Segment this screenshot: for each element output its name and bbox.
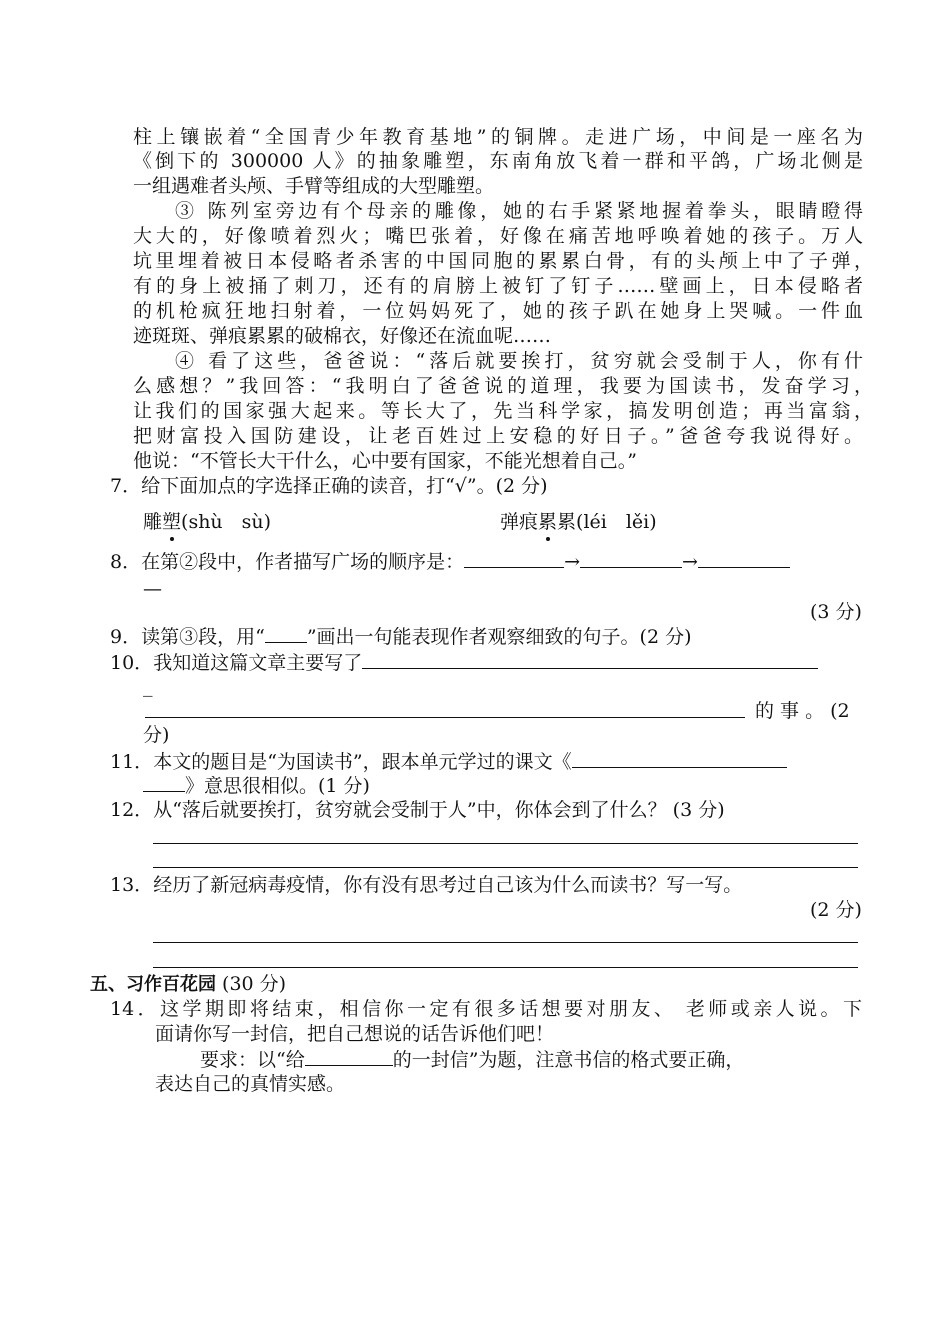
question-9-number: 9． (110, 626, 142, 648)
q7-item1-options[interactable]: (shù sù) (181, 511, 272, 533)
passage-p4-line-2: 么感想？”我回答：“我明白了爸爸说的道理，我要为国读书，发奋学习， (133, 375, 873, 397)
question-7-item-1[interactable] (143, 510, 271, 534)
q14-req-after: 的一封信”为题，注意书信的格式要正确， (392, 1049, 745, 1071)
question-11 (110, 749, 787, 774)
question-11-number: 11． (110, 751, 154, 773)
question-12-text: 从“落后就要挨打，贫穷就会受制于人”中，你体会到了什么？ (3 分) (153, 799, 725, 821)
question-13 (110, 873, 742, 897)
section-5-score: (30 分) (216, 973, 287, 995)
q8-dash: — (143, 578, 162, 600)
arrow-icon: → (682, 551, 698, 573)
q13-answer-line-2[interactable] (153, 967, 858, 968)
question-14-number: 14． (110, 998, 161, 1020)
question-10-text: 我知道这篇文章主要写了 (153, 652, 363, 674)
question-9-text-after: ”画出一句能表现作者观察细致的句子。(2 分) (306, 626, 692, 648)
passage-p4-line-3: 让我们的国家强大起来。等长大了，先当科学家，搞发明创造；再当富翁， (133, 400, 873, 422)
question-13-number: 13． (110, 874, 154, 896)
arrow-icon: → (564, 551, 581, 573)
question-14-text-1: 这学期即将结束，相信你一定有很多话想要对朋友、 老师或亲人说。下 (160, 998, 862, 1020)
q12-answer-line-2[interactable] (153, 867, 858, 868)
q7-item2-options[interactable]: (léi lěi) (576, 511, 657, 533)
q11-blank-1[interactable] (572, 749, 787, 768)
q10-blank-2[interactable] (145, 717, 745, 718)
q7-item2-prefix: 弹痕 (500, 511, 539, 533)
question-7 (110, 474, 548, 498)
passage-p4-line-1: ④ 看了这些，爸爸说：“落后就要挨打，贫穷就会受制于人，你有什 (175, 350, 863, 372)
question-14-line-1 (110, 997, 862, 1021)
question-10-number: 10． (110, 652, 154, 674)
q10-blank-1[interactable] (362, 650, 818, 669)
question-13-text: 经历了新冠病毒疫情，你有没有思考过自己该为什么而读书？写一写。 (153, 874, 743, 896)
passage-p4-line-5: 他说：“不管长大干什么，心中要有国家，不能光想着自己。” (133, 450, 637, 472)
passage-p3-line-5: 的机枪疯狂地扫射着，一位妈妈死了，她的孩子趴在她身上哭喊。一件血 (133, 300, 863, 322)
passage-p3-line-2: 大大的，好像喷着烈火；嘴巴张着，好像在痛苦地呼唤着她的孩子。万人 (133, 225, 863, 247)
passage-p3-line-6: 迹斑斑、弹痕累累的破棉衣，好像还在流血呢…… (133, 325, 552, 347)
q8-blank-2[interactable] (580, 549, 682, 568)
q8-blank-1[interactable] (464, 549, 564, 568)
q14-req-before: 要求：以“给 (200, 1049, 305, 1071)
q10-text-end-2: 分) (143, 724, 170, 746)
question-14-line-2: 面请你写一封信，把自己想说的话告诉他们吧！ (155, 1023, 555, 1045)
q8-score: (3 分) (810, 601, 862, 623)
question-11-text: 本文的题目是“为国读书”，跟本单元学过的课文《 (153, 751, 572, 773)
question-11-line-2 (143, 773, 370, 798)
passage-p4-line-4: 把财富投入国防建设，让老百姓过上安稳的好日子。”爸爸夸我说得好。 (133, 425, 863, 447)
question-8 (110, 549, 790, 574)
q12-answer-line-1[interactable] (153, 843, 858, 844)
q7-item1-dotted-char: 塑 (162, 511, 182, 533)
question-12 (110, 798, 725, 822)
q13-answer-line-1[interactable] (153, 942, 858, 943)
q7-item1-prefix: 雕 (143, 511, 163, 533)
passage-p3-line-3: 坑里埋着被日本侵略者杀害的中国同胞的累累白骨，有的头颅上中了子弹， (133, 250, 873, 272)
question-9 (110, 624, 691, 649)
passage-p2-line-3: 一组遇难者头颅、手臂等组成的大型雕塑。 (133, 175, 495, 197)
passage-p2-line-1: 柱上镶嵌着“全国青少年教育基地”的铜牌。走进广场，中间是一座名为 (133, 126, 863, 148)
question-7-number: 7． (110, 475, 142, 497)
question-14-requirement (200, 1047, 744, 1072)
question-9-text-before: 读第③段，用“ (141, 626, 265, 648)
q14-recipient-blank[interactable] (305, 1047, 393, 1066)
question-11-text-2: 》意思很相似。(1 分) (185, 775, 370, 797)
question-8-text: 在第②段中，作者描写广场的顺序是： (141, 551, 465, 573)
q10-text-end: 的 事 。 (2 (755, 700, 850, 722)
question-7-item-2[interactable] (500, 510, 657, 534)
q7-item2-suffix: 累 (557, 511, 577, 533)
q8-blank-3[interactable] (698, 549, 790, 568)
q9-underline-sample (265, 624, 307, 643)
question-8-number: 8． (110, 551, 142, 573)
passage-p3-line-1: ③ 陈列室旁边有个母亲的雕像，她的右手紧紧地握着拳头，眼睛瞪得 (175, 200, 863, 222)
question-14-line-4: 表达自己的真情实感。 (155, 1073, 346, 1095)
q11-blank-2[interactable] (143, 773, 185, 792)
section-5-title: 五、习作百花园 (90, 974, 216, 995)
question-7-text: 给下面加点的字选择正确的读音，打“√”。(2 分) (141, 475, 548, 497)
passage-p3-line-4: 有的身上被捅了刺刀，还有的肩膀上被钉了钉子……壁画上，日本侵略者 (133, 275, 863, 297)
question-10 (110, 650, 818, 675)
question-12-number: 12． (110, 799, 154, 821)
q10-dash: _ (143, 675, 153, 697)
q7-item2-dotted-char: 累 (538, 511, 558, 533)
section-5-heading (90, 972, 286, 997)
passage-p2-line-2: 《倒下的 300000 人》的抽象雕塑，东南角放飞着一群和平鸽，广场北侧是 (133, 150, 863, 172)
q13-score: (2 分) (810, 899, 862, 921)
